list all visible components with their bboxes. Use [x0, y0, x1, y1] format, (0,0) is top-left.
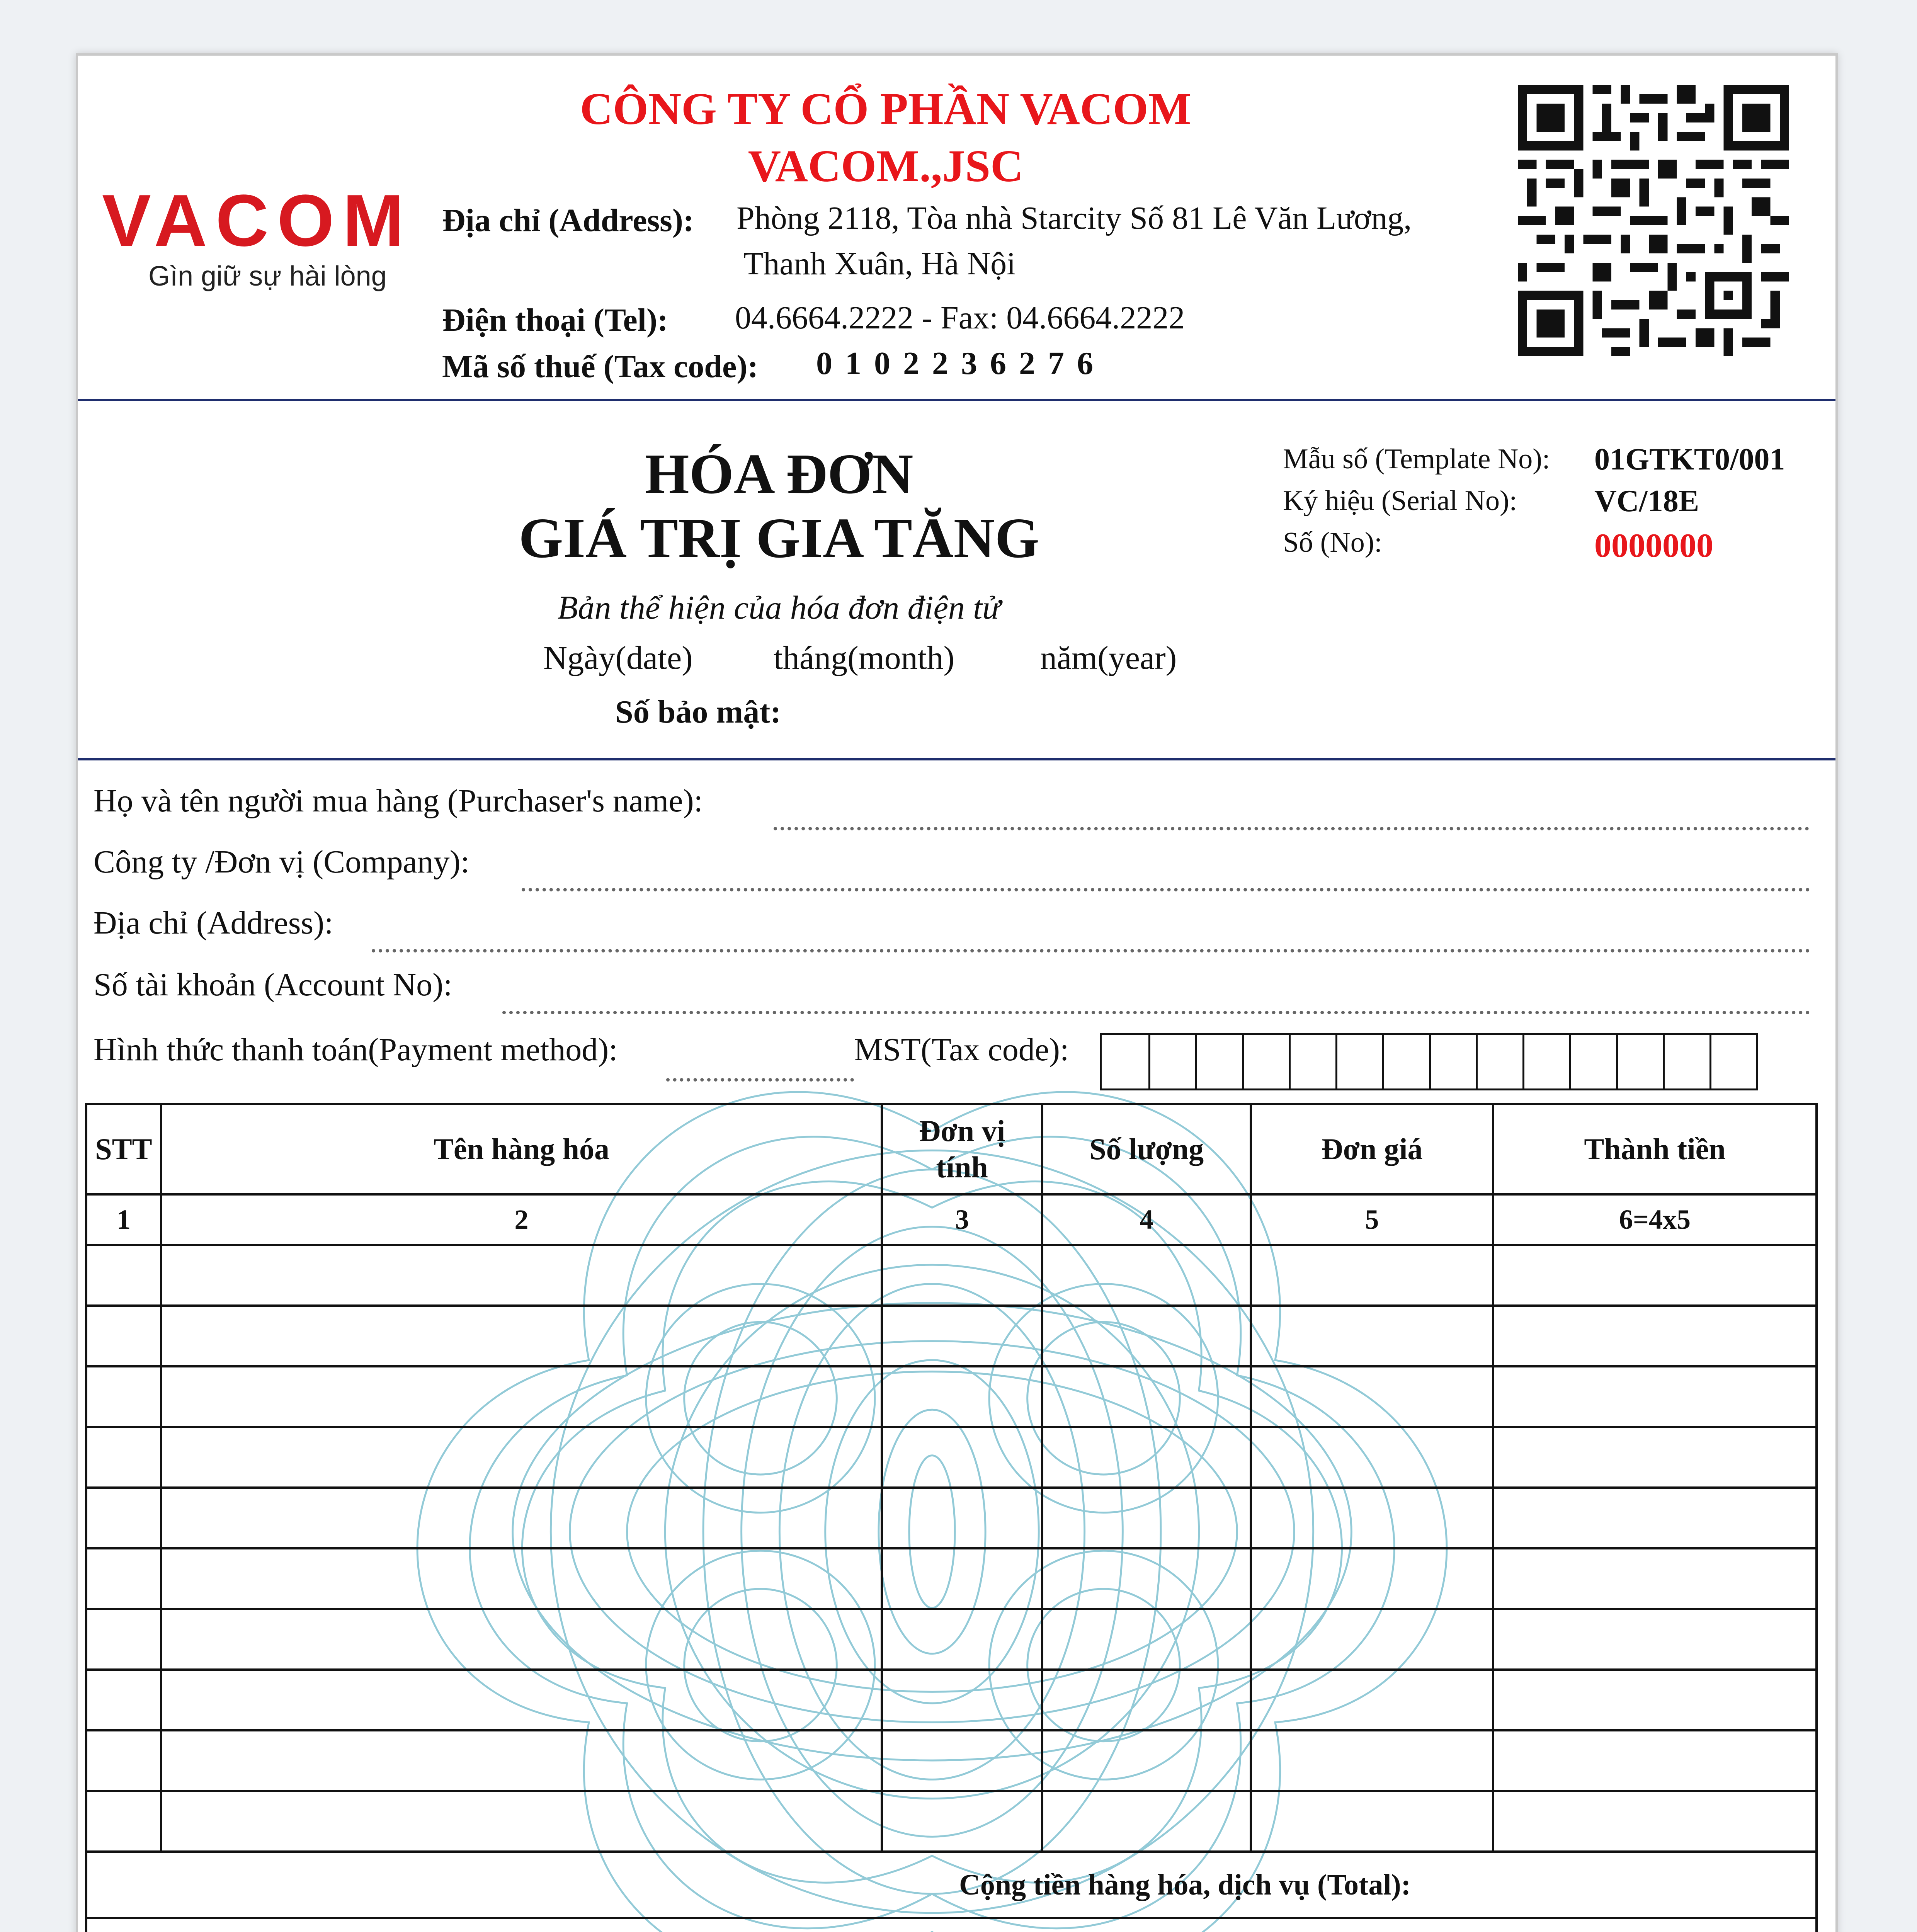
col-header-quantity: Số lượng	[1042, 1104, 1250, 1194]
logo-tagline: Gìn giữ sự hài lòng	[148, 261, 387, 292]
table-row[interactable]	[86, 1670, 1817, 1730]
total-label: Cộng tiền hàng hóa, dịch vụ (Total):	[959, 1869, 1411, 1901]
index-cell: 5	[1251, 1194, 1493, 1245]
tel-value: 04.6664.2222 - Fax: 04.6664.2222	[735, 300, 1185, 336]
date-month-label: tháng(month)	[774, 639, 955, 676]
account-no-field[interactable]	[502, 1011, 1810, 1014]
security-code-label: Số bảo mật:	[615, 694, 781, 730]
table-row[interactable]	[86, 1730, 1817, 1791]
template-no-value: 01GTKT0/001	[1594, 442, 1785, 476]
col-header-amount: Thành tiền	[1493, 1104, 1817, 1194]
items-table	[85, 1103, 1818, 1932]
serial-no-value: VC/18E	[1594, 484, 1699, 518]
company-field[interactable]	[522, 888, 1810, 891]
col-header-unit	[882, 1104, 1043, 1194]
table-row[interactable]	[86, 1366, 1817, 1427]
col-header-unit-line1: Đơn vị	[919, 1114, 1005, 1148]
index-cell: 1	[86, 1194, 161, 1245]
invoice-title-vat: GIÁ TRỊ GIA TĂNG	[519, 507, 1039, 570]
index-cell: 6=4x5	[1493, 1194, 1817, 1245]
buyer-address-field[interactable]	[372, 949, 1810, 952]
company-short-name: VACOM.,JSC	[748, 141, 1024, 191]
invoice-no-label: Số (No):	[1283, 527, 1382, 558]
vat-row	[86, 1918, 1817, 1932]
table-header-row	[86, 1104, 1817, 1194]
table-row[interactable]	[86, 1488, 1817, 1548]
date-year-label: năm(year)	[1040, 639, 1177, 676]
payment-method-label: Hình thức thanh toán(Payment method):	[94, 1032, 618, 1068]
invoice-page	[76, 53, 1838, 1932]
purchaser-name-field[interactable]	[774, 827, 1809, 830]
invoice-no-value: 0000000	[1594, 527, 1713, 565]
tax-code-buyer-label: MST(Tax code):	[854, 1032, 1069, 1068]
address-line1: Phòng 2118, Tòa nhà Starcity Số 81 Lê Văn Lương,	[737, 200, 1412, 236]
col-header-stt: STT	[86, 1104, 161, 1194]
invoice-subtitle: Bản thể hiện của hóa đơn điện tử	[557, 589, 1001, 626]
table-row[interactable]	[86, 1245, 1817, 1306]
table-row[interactable]	[86, 1609, 1817, 1670]
table-row[interactable]	[86, 1548, 1817, 1609]
index-cell: 3	[882, 1194, 1043, 1245]
tax-code-value: 0 1 0 2 2 3 6 2 7 6	[816, 345, 1095, 381]
serial-no-label: Ký hiệu (Serial No):	[1283, 485, 1517, 517]
title-divider	[78, 758, 1835, 760]
tel-label: Điện thoại (Tel):	[442, 302, 668, 338]
table-row[interactable]	[86, 1791, 1817, 1852]
invoice-title: HÓA ĐƠN	[645, 442, 913, 506]
col-header-unit-price: Đơn giá	[1251, 1104, 1493, 1194]
table-index-row	[86, 1194, 1817, 1245]
table-row[interactable]	[86, 1306, 1817, 1366]
company-name: CÔNG TY CỔ PHẦN VACOM	[580, 83, 1192, 134]
address-label: Địa chỉ (Address):	[442, 202, 694, 238]
purchaser-name-label: Họ và tên người mua hàng (Purchaser's name):	[94, 783, 703, 819]
logo-wordmark: VACOM	[102, 180, 413, 262]
account-no-label: Số tài khoản (Account No):	[94, 967, 452, 1003]
qr-code-icon	[1518, 85, 1789, 356]
date-day-label: Ngày(date)	[543, 639, 693, 676]
address-line2: Thanh Xuân, Hà Nội	[743, 246, 1016, 282]
tax-code-label: Mã số thuế (Tax code):	[442, 349, 759, 384]
buyer-address-label: Địa chỉ (Address):	[94, 905, 333, 941]
index-cell: 2	[161, 1194, 882, 1245]
company-label: Công ty /Đơn vị (Company):	[94, 844, 470, 880]
index-cell: 4	[1042, 1194, 1250, 1245]
header-divider	[78, 399, 1835, 401]
col-header-unit-line2: tính	[936, 1150, 988, 1184]
total-row	[86, 1852, 1817, 1918]
table-row[interactable]	[86, 1427, 1817, 1488]
template-no-label: Mẫu số (Template No):	[1283, 443, 1550, 475]
col-header-item-name: Tên hàng hóa	[161, 1104, 882, 1194]
vacom-logo	[102, 179, 412, 292]
